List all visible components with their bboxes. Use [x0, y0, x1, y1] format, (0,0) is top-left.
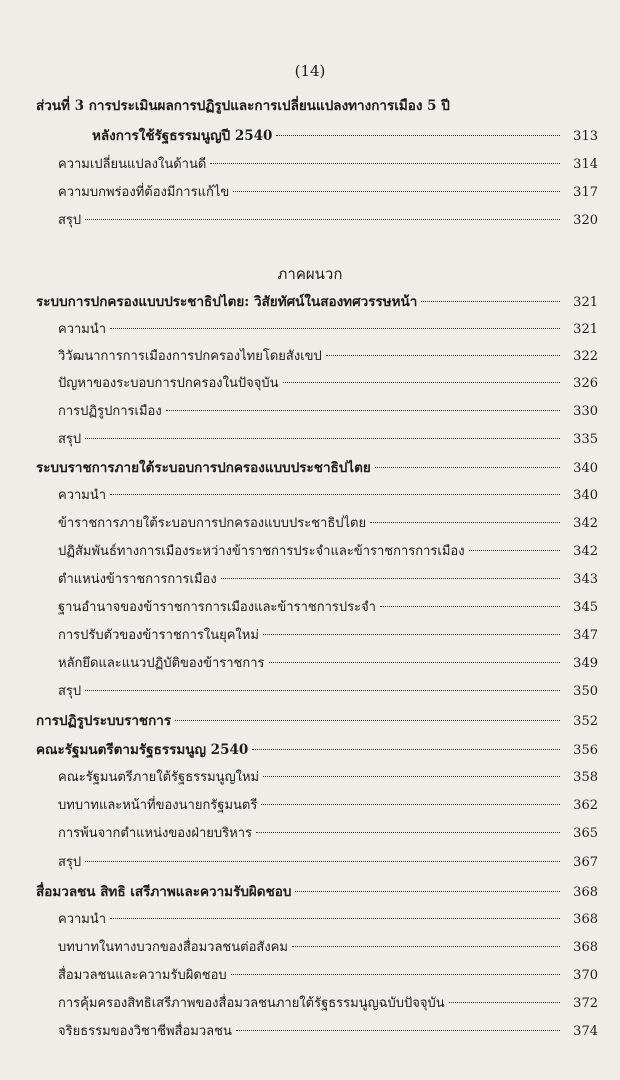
toc-page-number: 370	[573, 968, 598, 983]
toc-page-number: 367	[573, 855, 598, 870]
dot-leader	[221, 578, 560, 579]
toc-page-number: 365	[573, 826, 598, 841]
appendix-heading: ภาคผนวก	[277, 265, 343, 283]
toc-entry	[58, 908, 598, 932]
dot-leader	[469, 550, 560, 551]
toc-label: การคุ้มครองสิทธิเสรีภาพของสื่อมวลชนภายใต้รัฐธรรมนูญฉบับปัจจุบัน	[58, 996, 445, 1011]
toc-label: คณะรัฐมนตรีภายใต้รัฐธรรมนูญใหม่	[58, 770, 260, 785]
toc-page-number: 342	[573, 516, 598, 531]
toc-label: คณะรัฐมนตรีตามรัฐธรรมนูญ 2540	[36, 742, 249, 758]
dot-leader	[252, 749, 560, 750]
toc-entry	[58, 181, 598, 205]
dot-leader	[85, 861, 560, 862]
toc-entry	[58, 680, 598, 704]
dot-leader	[166, 410, 560, 411]
toc-label: ตำแหน่งข้าราชการการเมือง	[58, 572, 217, 587]
toc-page-number: 345	[573, 600, 598, 615]
toc-page-number: 322	[573, 349, 598, 364]
part-3-continuation	[92, 124, 598, 148]
toc-entry	[58, 318, 598, 342]
toc-entry	[58, 624, 598, 648]
toc-page-number: 342	[573, 544, 598, 559]
toc-entry	[58, 851, 598, 875]
toc-entry	[58, 428, 598, 452]
toc-label: สื่อมวลชน สิทธิ เสรีภาพและความรับผิดชอบ	[36, 884, 292, 900]
toc-label: สรุป	[58, 855, 82, 870]
toc-page-number: 349	[573, 656, 598, 671]
toc-entry	[58, 822, 598, 846]
dot-leader	[110, 328, 560, 329]
dot-leader	[233, 191, 560, 192]
toc-label: สรุป	[58, 213, 82, 228]
toc-page-number: 368	[573, 940, 598, 955]
toc-entry	[58, 153, 598, 177]
toc-entry	[58, 568, 598, 592]
toc-section	[36, 738, 598, 762]
toc-entry	[58, 484, 598, 508]
toc-page-number: 321	[573, 322, 598, 337]
toc-label: ความนำ	[58, 488, 107, 503]
dot-leader	[175, 720, 560, 721]
toc-page-number: 321	[573, 295, 598, 310]
toc-page-number: 326	[573, 376, 598, 391]
toc-entry	[58, 512, 598, 536]
toc-page-number: 317	[573, 185, 598, 200]
toc-label: ความเปลี่ยนแปลงในด้านดี	[58, 157, 207, 172]
toc-label: วิวัฒนาการการเมืองการปกครองไทยโดยสังเขป	[58, 349, 322, 364]
toc-label: การปรับตัวของข้าราชการในยุคใหม่	[58, 628, 259, 643]
toc-entry	[58, 964, 598, 988]
dot-leader	[256, 832, 560, 833]
dot-leader	[276, 135, 560, 136]
toc-page-number: 372	[573, 996, 598, 1011]
dot-leader	[110, 494, 560, 495]
toc-page-number: 330	[573, 404, 598, 419]
dot-leader	[263, 776, 560, 777]
toc-label: ข้าราชการภายใต้ระบอบการปกครองแบบประชาธิปไตย	[58, 516, 367, 531]
dot-leader	[370, 522, 560, 523]
toc-page-number: 368	[573, 912, 598, 927]
toc-label: การปฏิรูปการเมือง	[58, 404, 162, 419]
toc-page-number: 313	[573, 129, 598, 144]
toc-label: ความนำ	[58, 322, 107, 337]
toc-label: ความนำ	[58, 912, 107, 927]
toc-label: สรุป	[58, 432, 82, 447]
dot-leader	[110, 918, 560, 919]
toc-page-number: 374	[573, 1024, 598, 1039]
dot-leader	[421, 301, 560, 302]
toc-label: หลังการใช้รัฐธรรมนูญปี 2540	[92, 128, 273, 144]
toc-label: ฐานอำนาจของข้าราชการการเมืองและข้าราชการประจำ	[58, 600, 376, 615]
toc-label: บทบาทและหน้าที่ของนายกรัฐมนตรี	[58, 798, 258, 813]
toc-entry	[58, 596, 598, 620]
toc-page-number: 347	[573, 628, 598, 643]
dot-leader	[380, 606, 560, 607]
toc-entry	[58, 992, 598, 1016]
toc-label: ปฏิสัมพันธ์ทางการเมืองระหว่างข้าราชการประจำและข้าราชการการเมือง	[58, 544, 465, 559]
toc-label: บทบาทในทางบวกของสื่อมวลชนต่อสังคม	[58, 940, 288, 955]
toc-entry	[58, 766, 598, 790]
toc-entry	[58, 936, 598, 960]
toc-page-number: 320	[573, 213, 598, 228]
page-number: (14)	[294, 62, 326, 80]
toc-entry	[58, 1020, 598, 1044]
dot-leader	[449, 1002, 560, 1003]
toc-entry	[58, 372, 598, 396]
dot-leader	[326, 355, 560, 356]
dot-leader	[236, 1030, 560, 1031]
toc-page-number: 340	[573, 488, 598, 503]
toc-label: การพ้นจากตำแหน่งของฝ่ายบริหาร	[58, 826, 252, 841]
dot-leader	[269, 662, 560, 663]
toc-label: ปัญหาของระบอบการปกครองในปัจจุบัน	[58, 376, 279, 391]
toc-page-number: 350	[573, 684, 598, 699]
toc-page-number: 356	[573, 743, 598, 758]
dot-leader	[85, 690, 560, 691]
dot-leader	[292, 946, 560, 947]
toc-section	[36, 880, 598, 904]
toc-section	[36, 709, 598, 733]
dot-leader	[295, 891, 560, 892]
toc-page-number: 314	[573, 157, 598, 172]
toc-label: สื่อมวลชนและความรับผิดชอบ	[58, 968, 227, 983]
dot-leader	[85, 438, 560, 439]
toc-label: ความบกพร่องที่ต้องมีการแก้ไข	[58, 185, 230, 200]
toc-label: การปฏิรูประบบราชการ	[36, 713, 172, 729]
toc-page-number: 362	[573, 798, 598, 813]
part-3-heading: ส่วนที่ 3 การประเมินผลการปฏิรูปและการเปลี่ยนแปลงทางการเมือง 5 ปี	[36, 98, 450, 114]
toc-page-number: 335	[573, 432, 598, 447]
toc-section	[36, 290, 598, 314]
toc-entry	[58, 345, 598, 369]
dot-leader	[210, 163, 560, 164]
toc-label: สรุป	[58, 684, 82, 699]
toc-entry	[58, 794, 598, 818]
dot-leader	[283, 382, 561, 383]
toc-label: ระบบการปกครองแบบประชาธิปไตย: วิสัยทัศน์ในสองทศวรรษหน้า	[36, 294, 418, 310]
toc-entry	[58, 400, 598, 424]
toc-section	[36, 456, 598, 480]
toc-label: จริยธรรมของวิชาชีพสื่อมวลชน	[58, 1024, 232, 1039]
dot-leader	[231, 974, 560, 975]
toc-page-number: 343	[573, 572, 598, 587]
dot-leader	[263, 634, 560, 635]
toc-page-number: 340	[573, 461, 598, 476]
dot-leader	[375, 467, 560, 468]
dot-leader	[85, 219, 560, 220]
toc-entry	[58, 209, 598, 233]
dot-leader	[261, 804, 560, 805]
toc-label: ระบบราชการภายใต้ระบอบการปกครองแบบประชาธิปไตย	[36, 460, 371, 476]
toc-page-number: 352	[573, 714, 598, 729]
toc-label: หลักยึดและแนวปฏิบัติของข้าราชการ	[58, 656, 265, 671]
toc-entry	[58, 652, 598, 676]
toc-page-number: 358	[573, 770, 598, 785]
toc-entry	[58, 540, 598, 564]
toc-page-number: 368	[573, 885, 598, 900]
